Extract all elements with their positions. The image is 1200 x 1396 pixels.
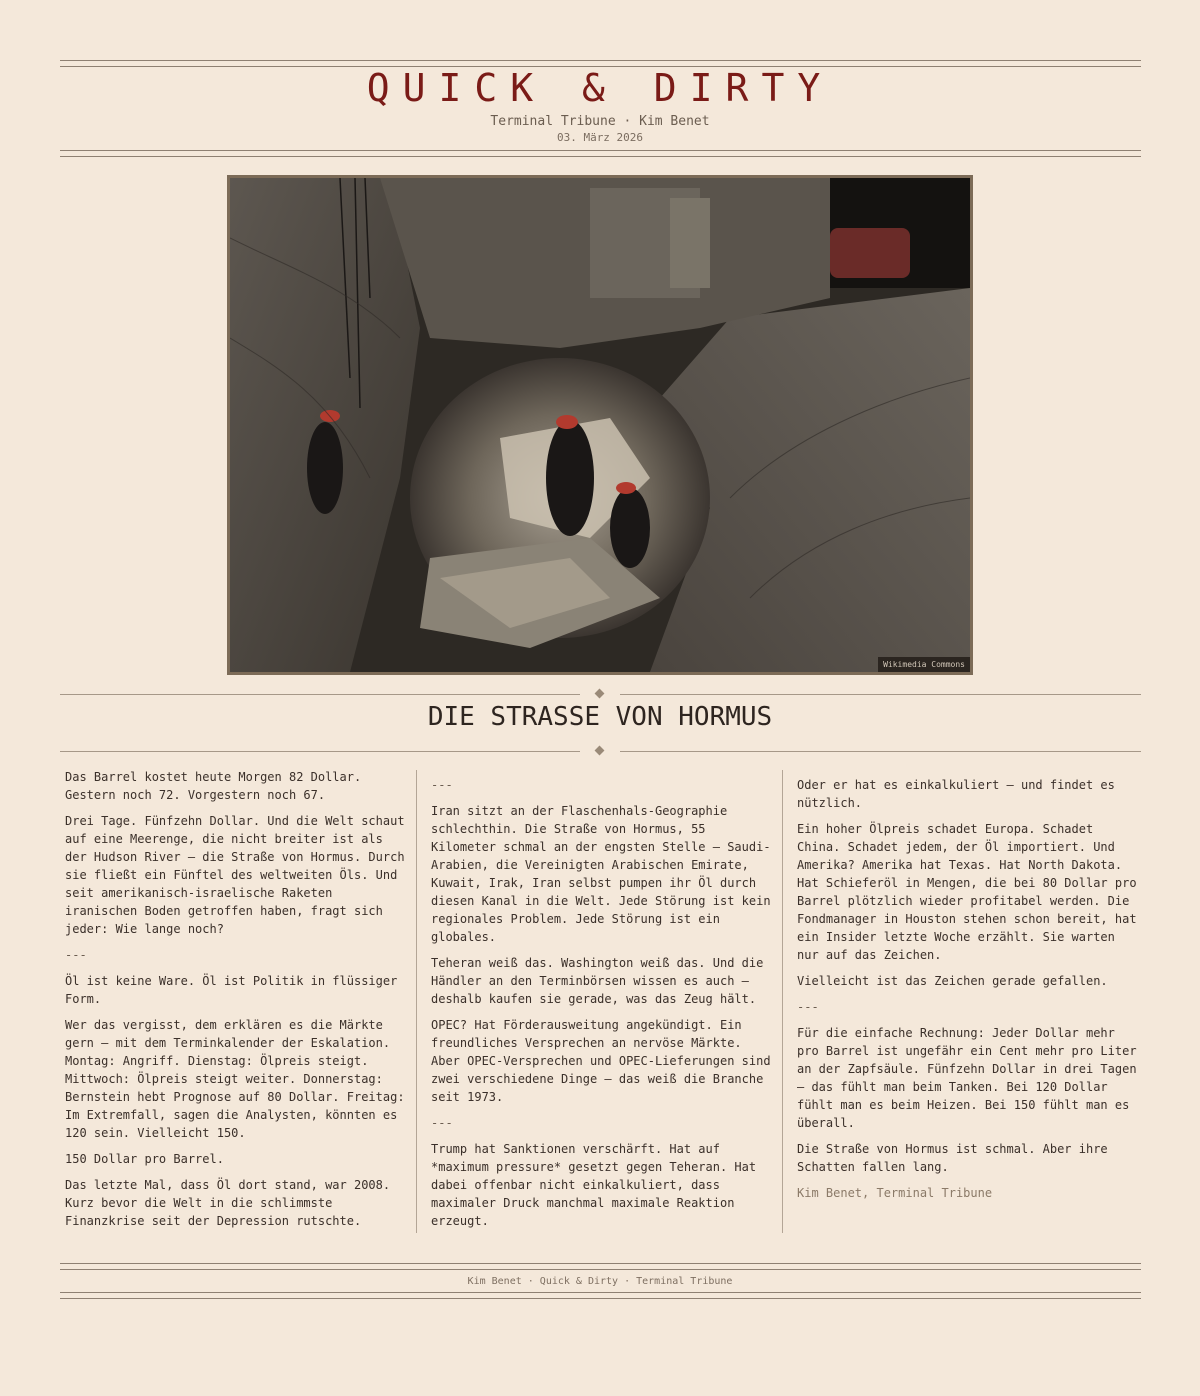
paragraph: Trump hat Sanktionen verschärft. Hat auf *maximum pressure* gesetzt gegen Teheran. Hat dabei offenbar nicht einkalkuliert, dass maximaler Druck manchmal maximale Reaktion erzeugt. bbox=[431, 1142, 757, 1228]
section-separator: --- bbox=[431, 778, 453, 792]
paragraph: Teheran weiß das. Washington weiß das. Und die Händler an den Terminbörsen wissen es auch — deshalb kaufen sie gerade, was das Zeug hält. bbox=[431, 956, 764, 1006]
article-column-1 bbox=[65, 768, 405, 1238]
headline-top-rule-left bbox=[60, 694, 580, 695]
masthead-date: 03. März 2026 bbox=[556, 131, 644, 144]
paragraph: OPEC? Hat Förderausweitung angekündigt. Ein freundliches Versprechen an nervöse Märkte. Aber OPEC-Versprechen und OPEC-Lieferungen sind zwei verschiedene Dinge — das weiß die Branche seit 1973. bbox=[431, 1018, 771, 1104]
diamond-ornament-bottom bbox=[595, 746, 605, 756]
paragraph: Wer das vergisst, dem erklären es die Märkte gern — mit dem Terminkalender der Eskalation. Montag: Angriff. Dienstag: Ölpreis steigt. Mittwoch: Ölpreis steigt weiter. Donnerstag: Bernstein hebt Prognose auf 80 Dollar. Freitag: Im Extremfall, sagen die Analysten, könnten es 120 sein. Vielleicht 150. bbox=[65, 1018, 405, 1140]
damaged-hull-photo bbox=[230, 178, 970, 672]
paragraph: Öl ist keine Ware. Öl ist Politik in flüssiger Form. bbox=[65, 974, 398, 1006]
column-divider bbox=[782, 770, 783, 1233]
headline-top-rule-right bbox=[620, 694, 1141, 695]
diamond-ornament-top bbox=[595, 689, 605, 699]
section-separator: --- bbox=[431, 1116, 453, 1130]
paragraph: Ein hoher Ölpreis schadet Europa. Schadet China. Schadet jedem, der Öl importiert. Und Amerika? Amerika hat Texas. Hat North Dakota. Hat Schieferöl in Mengen, die bei 80 Dollar pro Barrel plötzlich wieder profitabel werden. Die Fondmanager in Houston stehen schon bereit, hat ein Insider letzte Woche erzählt. Sie warten nur auf das Zeichen. bbox=[797, 822, 1137, 962]
headline-bottom-rule-right bbox=[620, 751, 1141, 752]
paragraph: 150 Dollar pro Barrel. bbox=[65, 1152, 224, 1166]
paragraph: Die Straße von Hormus ist schmal. Aber ihre Schatten fallen lang. bbox=[797, 1142, 1108, 1174]
paragraph: Drei Tage. Fünfzehn Dollar. Und die Welt schaut auf eine Meerenge, die nicht breiter ist als der Hudson River — die Straße von Hormus. Durch sie fließt ein Fünftel des weltweiten Öls. Und seit amerikanisch-israelische Raketen iranischen Boden getroffen haben, fragt sich jeder: Wie lange noch? bbox=[65, 814, 405, 936]
section-separator: --- bbox=[65, 948, 87, 962]
column-divider bbox=[416, 770, 417, 1233]
masthead-subtitle: Terminal Tribune · Kim Benet bbox=[490, 114, 710, 129]
paragraph: Iran sitzt an der Flaschenhals-Geographie schlechthin. Die Straße von Hormus, 55 Kilometer schmal an der engsten Stelle — Saudi-Arabien, die Vereinigten Arabischen Emirate, Kuwait, Irak, Iran selbst pumpen ihr Öl durch diesen Kanal in die Welt. Jede Störung ist kein regionales Problem. Jede Störung ist ein globales. bbox=[431, 804, 771, 944]
paragraph: Oder er hat es einkalkuliert — und findet es nützlich. bbox=[797, 778, 1115, 810]
section-separator: --- bbox=[797, 1000, 819, 1014]
masthead-bottom-rule bbox=[60, 150, 1141, 157]
paragraph: Für die einfache Rechnung: Jeder Dollar mehr pro Barrel ist ungefähr ein Cent mehr pro Liter an der Zapfsäule. Fünfzehn Dollar in drei Tagen — das fühlt man beim Tanken. Bei 120 Dollar fühlt man es beim Heizen. Bei 150 fühlt man es überall. bbox=[797, 1026, 1137, 1130]
page-footer: Kim Benet · Quick & Dirty · Terminal Tribune bbox=[467, 1276, 733, 1287]
article-headline: DIE STRASSE VON HORMUS bbox=[427, 702, 773, 732]
paragraph: Das Barrel kostet heute Morgen 82 Dollar. Gestern noch 72. Vorgestern noch 67. bbox=[65, 770, 362, 802]
paragraph: Das letzte Mal, dass Öl dort stand, war 2008. Kurz bevor die Welt in die schlimmste Finanzkrise seit der Depression rutschte. bbox=[65, 1178, 391, 1228]
paragraph: Vielleicht ist das Zeichen gerade gefallen. bbox=[797, 974, 1108, 988]
article-photo bbox=[227, 175, 973, 675]
masthead-title: QUICK & DIRTY bbox=[366, 66, 834, 110]
headline-bottom-rule-left bbox=[60, 751, 580, 752]
author-byline: Kim Benet, Terminal Tribune bbox=[797, 1186, 993, 1200]
photo-credit: Wikimedia Commons bbox=[878, 657, 970, 672]
footer-top-rule bbox=[60, 1263, 1141, 1270]
footer-bottom-rule bbox=[60, 1292, 1141, 1299]
article-column-2 bbox=[431, 776, 771, 1238]
article-column-3 bbox=[797, 776, 1137, 1210]
